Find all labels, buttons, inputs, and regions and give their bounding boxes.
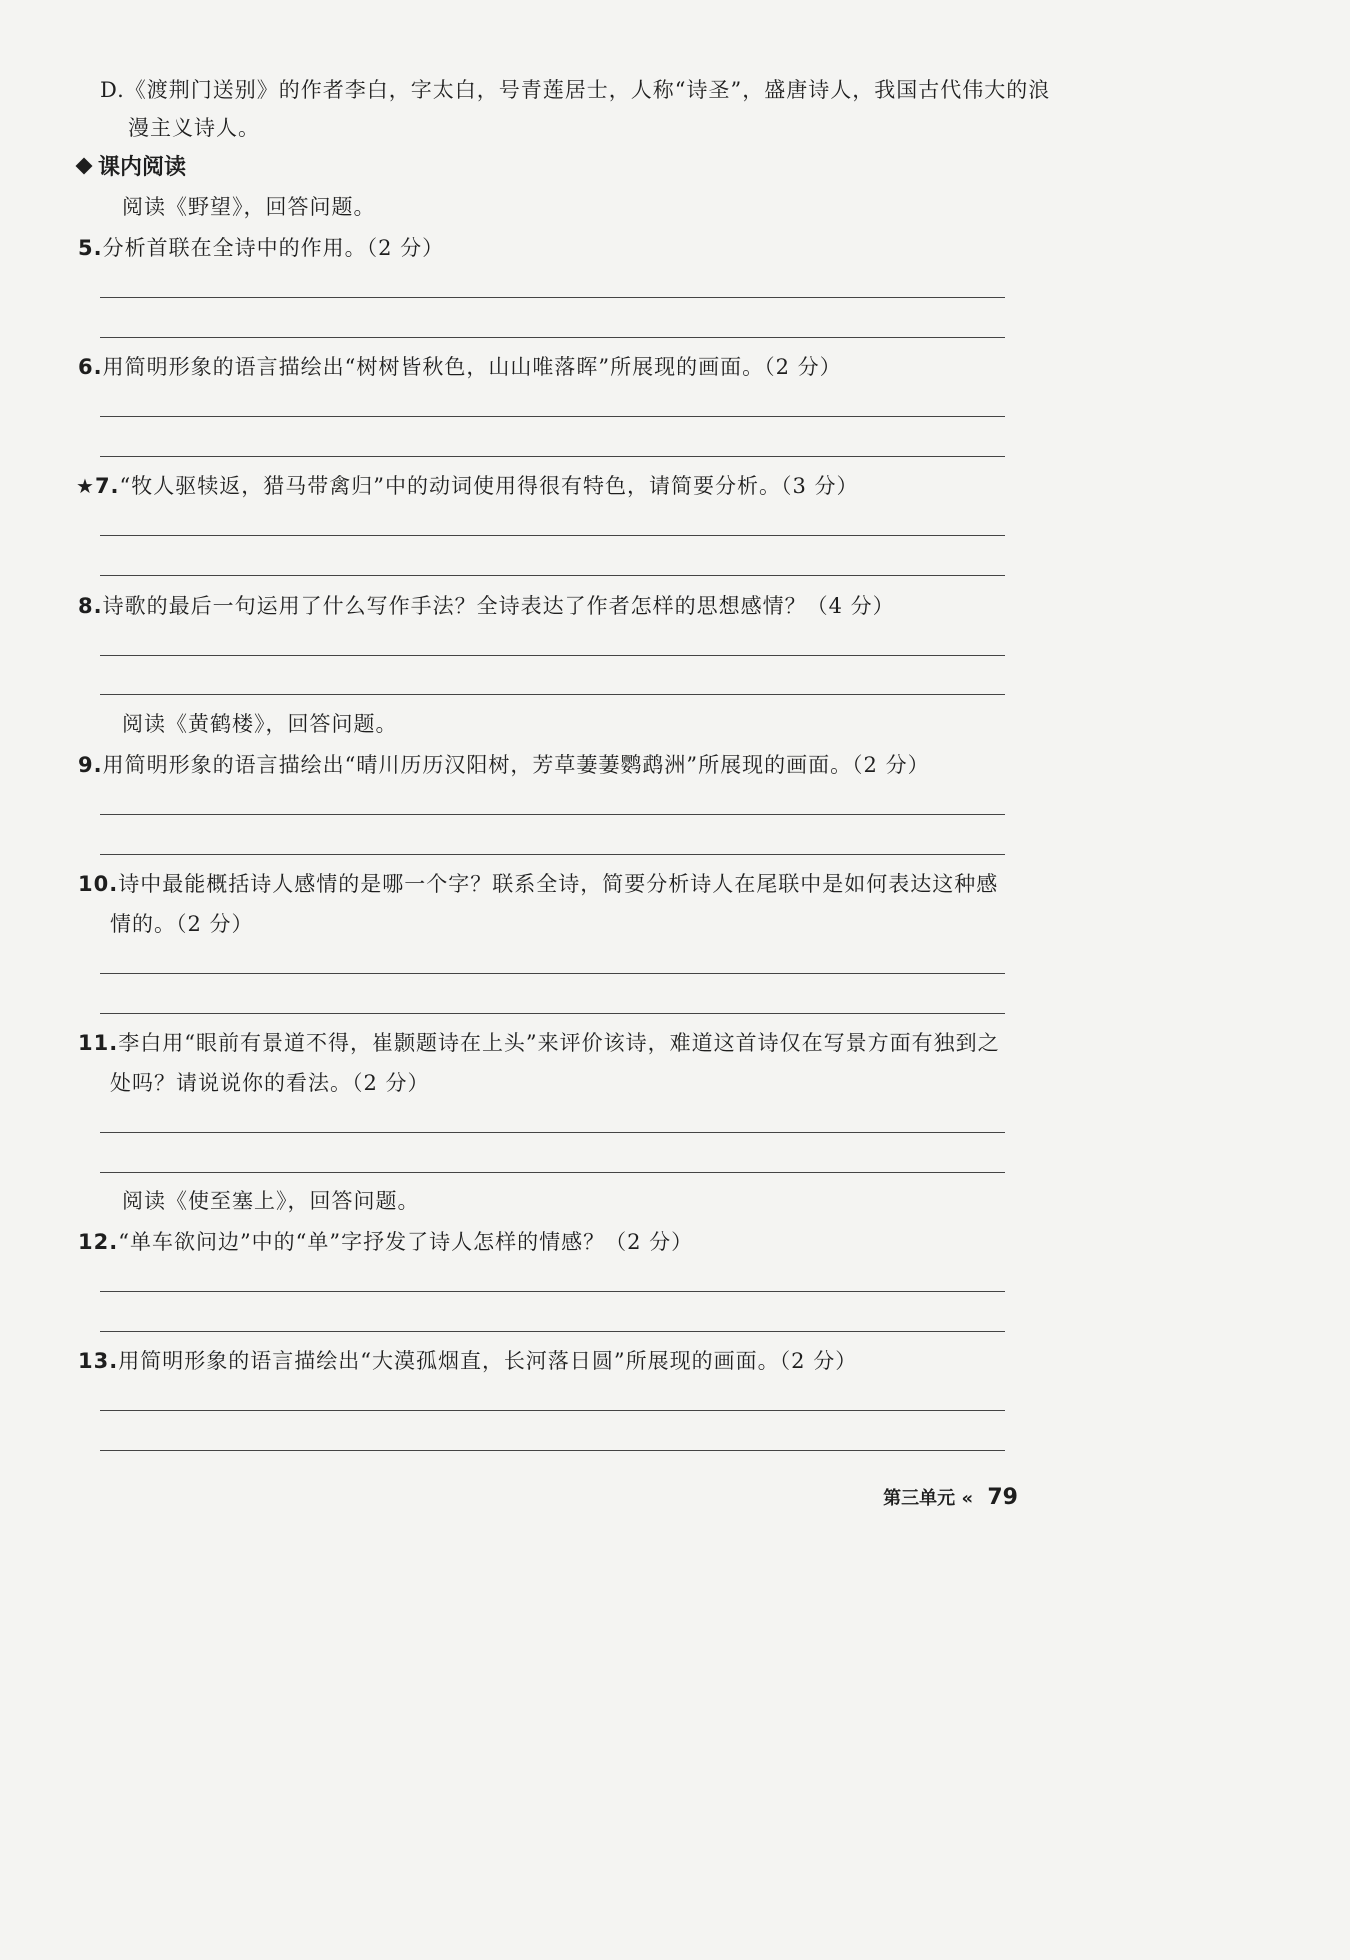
answer-line[interactable] <box>100 1331 1005 1332</box>
answer-line[interactable] <box>100 1132 1005 1133</box>
question-11 <box>78 1027 1000 1057</box>
question-10 <box>78 868 998 898</box>
question-5 <box>78 232 444 262</box>
answer-line[interactable] <box>100 854 1005 855</box>
answer-line[interactable] <box>100 655 1005 656</box>
question-10-line2: 情的。（2 分） <box>110 912 254 936</box>
question-text: 诗中最能概括诗人感情的是哪一个字？联系全诗，简要分析诗人在尾联中是如何表达这种感 <box>118 872 999 896</box>
answer-line[interactable] <box>100 1450 1005 1451</box>
star-icon: ★ <box>76 474 95 498</box>
reading-prompt-2: 阅读《黄鹤楼》，回答问题。 <box>122 712 398 736</box>
question-12 <box>78 1226 693 1256</box>
answer-line[interactable] <box>100 694 1005 695</box>
section-title: 课内阅读 <box>98 155 187 180</box>
question-7 <box>76 470 859 500</box>
answer-line[interactable] <box>100 575 1005 576</box>
reading-prompt-1: 阅读《野望》，回答问题。 <box>122 195 376 219</box>
question-text: “单车欲问边”中的“单”字抒发了诗人怎样的情感？（2 分） <box>118 1230 694 1254</box>
question-11-line2: 处吗？请说说你的看法。（2 分） <box>110 1071 430 1095</box>
question-number: 11. <box>78 1031 119 1055</box>
question-text: 用简明形象的语言描绘出“大漠孤烟直，长河落日圆”所展现的画面。（2 分） <box>118 1349 858 1373</box>
option-d-line2: 漫主义诗人。 <box>128 116 260 140</box>
question-text: “牧人驱犊返，猎马带禽归”中的动词使用得很有特色，请简要分析。（3 分） <box>119 474 859 498</box>
diamond-bullet-icon <box>76 158 93 175</box>
answer-line[interactable] <box>100 1291 1005 1292</box>
question-number: 5. <box>78 236 103 260</box>
answer-line[interactable] <box>100 973 1005 974</box>
option-d-line1: D.《渡荆门送别》的作者李白，字太白，号青莲居士，人称“诗圣”，盛唐诗人，我国古代伟大的浪 <box>100 78 1051 102</box>
question-text: 李白用“眼前有景道不得，崔颢题诗在上头”来评价该诗，难道这首诗仅在写景方面有独到之 <box>118 1031 1000 1055</box>
page-number: 79 <box>987 1485 1018 1510</box>
answer-line[interactable] <box>100 1013 1005 1014</box>
question-text: 用简明形象的语言描绘出“树树皆秋色，山山唯落晖”所展现的画面。（2 分） <box>102 355 842 379</box>
question-8 <box>78 590 895 620</box>
question-text: 诗歌的最后一句运用了什么写作手法？全诗表达了作者怎样的思想感情？（4 分） <box>102 594 895 618</box>
question-6 <box>78 351 842 381</box>
question-number: 6. <box>78 355 103 379</box>
answer-line[interactable] <box>100 297 1005 298</box>
question-13 <box>78 1345 857 1375</box>
question-9 <box>78 749 930 779</box>
section-heading <box>78 150 186 181</box>
answer-line[interactable] <box>100 814 1005 815</box>
question-number: 12. <box>78 1230 119 1254</box>
question-number: 10. <box>78 872 119 896</box>
answer-line[interactable] <box>100 535 1005 536</box>
question-text: 用简明形象的语言描绘出“晴川历历汉阳树，芳草萋萋鹦鹉洲”所展现的画面。（2 分） <box>102 753 930 777</box>
page-footer <box>883 1484 1018 1510</box>
question-number: 9. <box>78 753 103 777</box>
answer-line[interactable] <box>100 416 1005 417</box>
answer-line[interactable] <box>100 337 1005 338</box>
question-number: 8. <box>78 594 103 618</box>
question-text: 分析首联在全诗中的作用。（2 分） <box>102 236 445 260</box>
answer-line[interactable] <box>100 456 1005 457</box>
unit-label: 第三单元 <box>883 1488 956 1509</box>
double-chevron-left-icon: « <box>961 1488 974 1509</box>
question-number: 13. <box>78 1349 119 1373</box>
answer-line[interactable] <box>100 1410 1005 1411</box>
answer-line[interactable] <box>100 1172 1005 1173</box>
question-number: 7. <box>94 474 120 498</box>
reading-prompt-3: 阅读《使至塞上》，回答问题。 <box>122 1189 420 1213</box>
